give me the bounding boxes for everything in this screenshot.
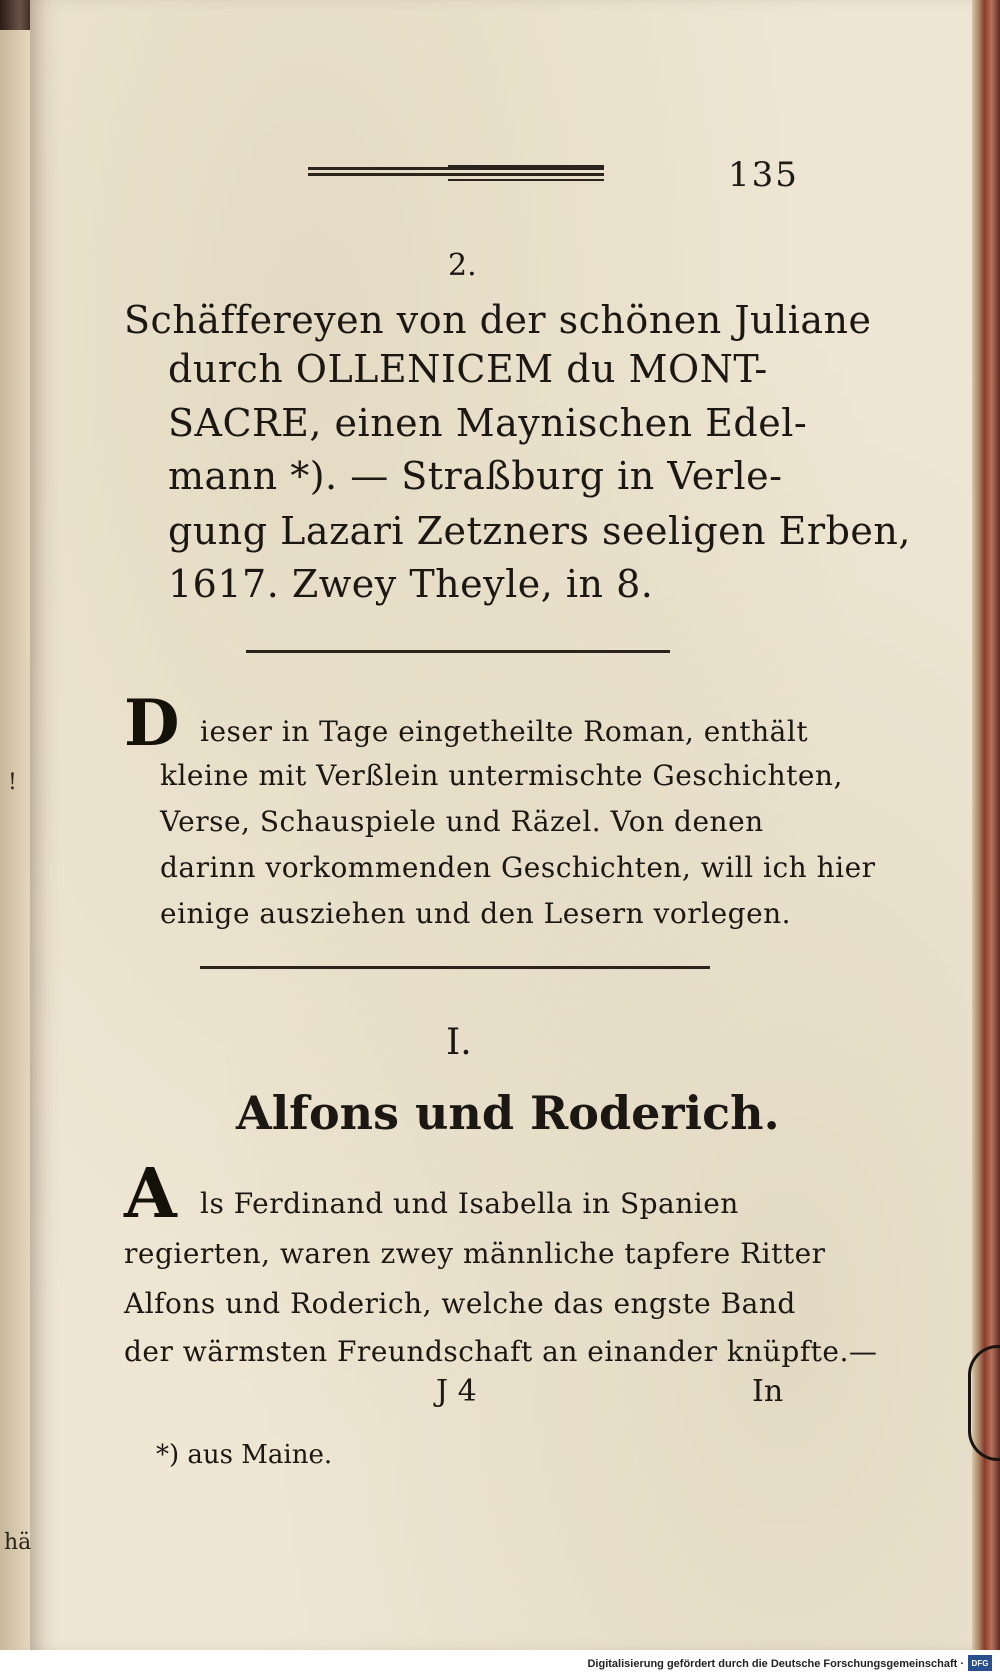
page-number: 135 [728, 155, 799, 195]
title-line: gung Lazari Zetzners seeligen Erben, [168, 509, 911, 553]
title-line: 1617. Zwey Theyle, in 8. [168, 562, 654, 606]
intro-line: darinn vorkommenden Geschichten, will ich hier [160, 851, 876, 884]
footer-credit: Digitalisierung gefördert durch die Deutsche Forschungsgemeinschaft · [587, 1658, 964, 1670]
story-number: I. [446, 1022, 472, 1063]
story-line: ls Ferdinand und Isabella in Spanien [200, 1187, 739, 1220]
footnote: *) aus Maine. [156, 1440, 333, 1470]
intro-line: Verse, Schauspiele und Räzel. Von denen [160, 805, 764, 838]
title-line: mann *). — Straßburg in Verle- [168, 454, 783, 498]
intro-line: einige ausziehen und den Lesern vorlegen. [160, 897, 792, 930]
story-line: der wärmsten Freundschaft an einander knüpfte.— [124, 1335, 878, 1368]
intro-line: ieser in Tage eingetheilte Roman, enthält [200, 715, 809, 748]
story-line: Alfons und Roderich, welche das engste Band [124, 1287, 796, 1320]
header-double-rule [308, 165, 604, 179]
story-line: regierten, waren zwey männliche tapfere Ritter [124, 1237, 826, 1270]
section-number: 2. [448, 248, 477, 283]
facing-page-edge [0, 30, 30, 1650]
section-divider [246, 650, 670, 653]
story-dropcap: A [124, 1154, 177, 1234]
catchword: In [752, 1374, 784, 1409]
story-title: Alfons und Roderich. [236, 1086, 780, 1140]
intro-dropcap: D [124, 686, 180, 761]
book-clasp-icon [968, 1345, 1000, 1461]
title-line: SACRE, einen Maynischen Edel- [168, 401, 808, 445]
dfg-logo-icon: DFG [968, 1655, 992, 1671]
margin-mark: ! [8, 770, 17, 795]
title-line: Schäffereyen von der schönen Juliane [124, 298, 872, 342]
left-page-fragment: hä [4, 1530, 32, 1555]
intro-line: kleine mit Verßlein untermischte Geschichten, [160, 759, 843, 792]
signature-mark: J 4 [436, 1374, 477, 1409]
section-divider [200, 966, 710, 969]
title-line: durch OLLENICEM du MONT- [168, 347, 768, 391]
